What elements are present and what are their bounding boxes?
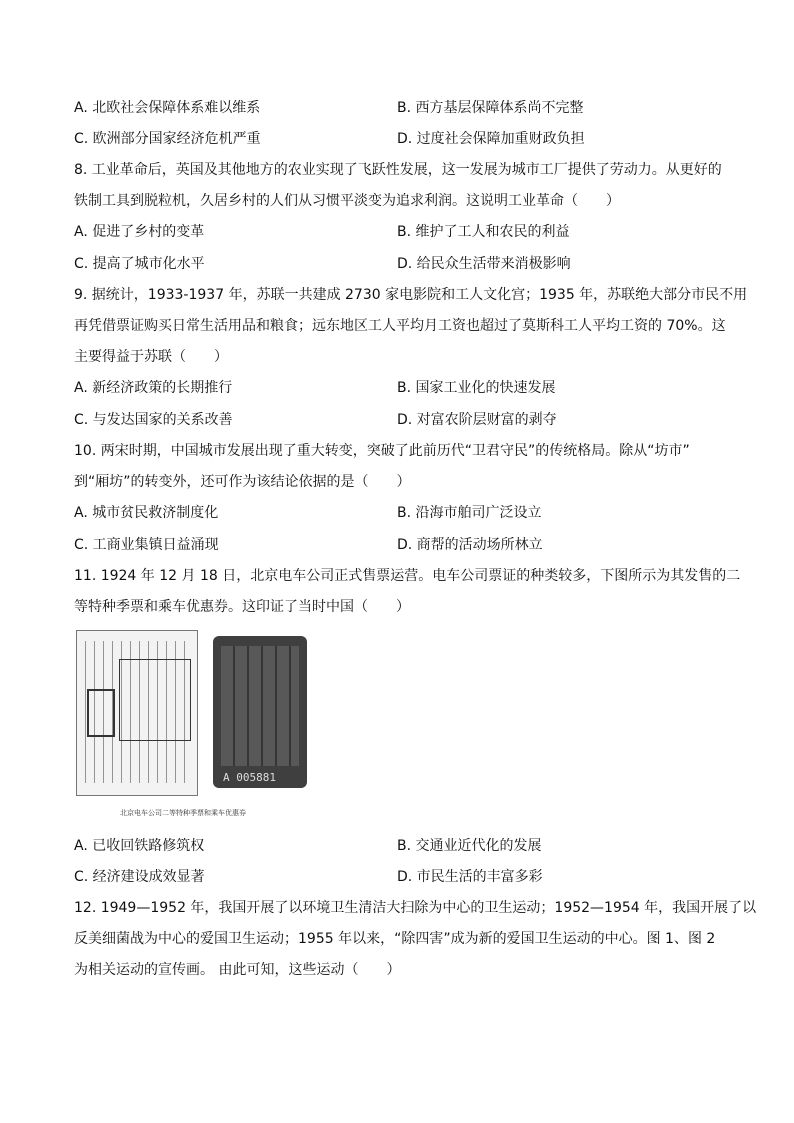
q10-stem-line-2: 到“厢坊”的转变外，还可作为该结论依据的是（ ） <box>74 474 411 490</box>
q11-stem-line-1: 11. 1924 年 12 月 18 日，北京电车公司正式售票运营。电车公司票证的种类较多，下图所示为其发售的二 <box>74 568 741 584</box>
q8-option-b[interactable]: B. 维护了工人和农民的利益 <box>397 224 570 240</box>
coupon-print-pattern <box>221 646 299 766</box>
q8-stem-line-2: 铁制工具到脱粒机，久居乡村的人们从习惯平淡变为追求利润。这说明工业革命（ ） <box>74 193 620 209</box>
q12-stem-line-3: 为相关运动的宣传画。 由此可知，这些运动（ ） <box>74 962 401 978</box>
q8-options-row-2 <box>74 254 724 274</box>
q11-stem-line-2: 等特种季票和乘车优惠券。这印证了当时中国（ ） <box>74 599 410 615</box>
season-ticket-image <box>76 630 198 796</box>
q9-stem-line-3: 主要得益于苏联（ ） <box>74 349 228 365</box>
ticket-figure <box>72 626 312 822</box>
q10-options-row-1 <box>74 503 724 523</box>
q9-option-c[interactable]: C. 与发达国家的关系改善 <box>74 412 233 428</box>
q9-option-d[interactable]: D. 对富农阶层财富的剥夺 <box>397 412 557 428</box>
ticket-stamp-box <box>87 689 115 737</box>
q8-stem-line-1: 8. 工业革命后，英国及其他地方的农业实现了飞跃性发展，这一发展为城市工厂提供了劳动力。从更好的 <box>74 162 722 178</box>
q9-stem-line-1: 9. 据统计，1933-1937 年，苏联一共建成 2730 家电影院和工人文化宫；1935 年，苏联绝大部分市民不用 <box>74 287 748 303</box>
q7-option-d[interactable]: D. 过度社会保障加重财政负担 <box>397 131 585 147</box>
discount-coupon-image <box>213 636 307 788</box>
q8-option-a[interactable]: A. 促进了乡村的变革 <box>74 224 205 240</box>
q7-option-c[interactable]: C. 欧洲部分国家经济危机严重 <box>74 131 261 147</box>
q11-option-b[interactable]: B. 交通业近代化的发展 <box>397 838 542 854</box>
q12-stem-line-2: 反美细菌战为中心的爱国卫生运动；1955 年以来，“除四害”成为新的爱国卫生运动的中心。图 1、图 2 <box>74 931 716 947</box>
q12-stem-line-1: 12. 1949—1952 年，我国开展了以环境卫生清洁大扫除为中心的卫生运动；1952—1954 年，我国开展了以 <box>74 900 757 916</box>
q7-option-a[interactable]: A. 北欧社会保障体系难以维系 <box>74 100 261 116</box>
q8-options-row-1 <box>74 222 724 242</box>
q9-stem-line-2: 再凭借票证购买日常生活用品和粮食；远东地区工人平均月工资也超过了莫斯科工人平均工资的 70%。这 <box>74 318 726 334</box>
q11-option-d[interactable]: D. 市民生活的丰富多彩 <box>397 869 543 885</box>
q10-options-row-2 <box>74 535 724 555</box>
q7-options-row-1 <box>74 98 724 118</box>
q9-options-row-2 <box>74 410 724 430</box>
q10-stem-line-1: 10. 两宋时期，中国城市发展出现了重大转变，突破了此前历代“卫君守民”的传统格局。除从“坊市” <box>74 443 690 459</box>
q7-option-b[interactable]: B. 西方基层保障体系尚不完整 <box>397 100 584 116</box>
q9-options-row-1 <box>74 378 724 398</box>
q11-option-a[interactable]: A. 已收回铁路修筑权 <box>74 838 205 854</box>
q8-option-d[interactable]: D. 给民众生活带来消极影响 <box>397 256 571 272</box>
q11-options-row-1 <box>74 836 724 856</box>
q10-option-b[interactable]: B. 沿海市舶司广泛设立 <box>397 505 542 521</box>
ticket-print-block <box>119 659 191 741</box>
q7-options-row-2 <box>74 129 724 149</box>
q11-option-c[interactable]: C. 经济建设成效显著 <box>74 869 205 885</box>
q11-options-row-2 <box>74 867 724 887</box>
q10-option-d[interactable]: D. 商帮的活动场所林立 <box>397 537 543 553</box>
q9-option-b[interactable]: B. 国家工业化的快速发展 <box>397 380 556 396</box>
q9-option-a[interactable]: A. 新经济政策的长期推行 <box>74 380 233 396</box>
q10-option-c[interactable]: C. 工商业集镇日益涌现 <box>74 537 219 553</box>
q10-option-a[interactable]: A. 城市贫民救济制度化 <box>74 505 219 521</box>
q8-option-c[interactable]: C. 提高了城市化水平 <box>74 256 205 272</box>
figure-caption: 北京电车公司二等特种季票和乘车优惠券 <box>120 809 246 817</box>
coupon-serial-number: A 005881 <box>223 771 276 784</box>
